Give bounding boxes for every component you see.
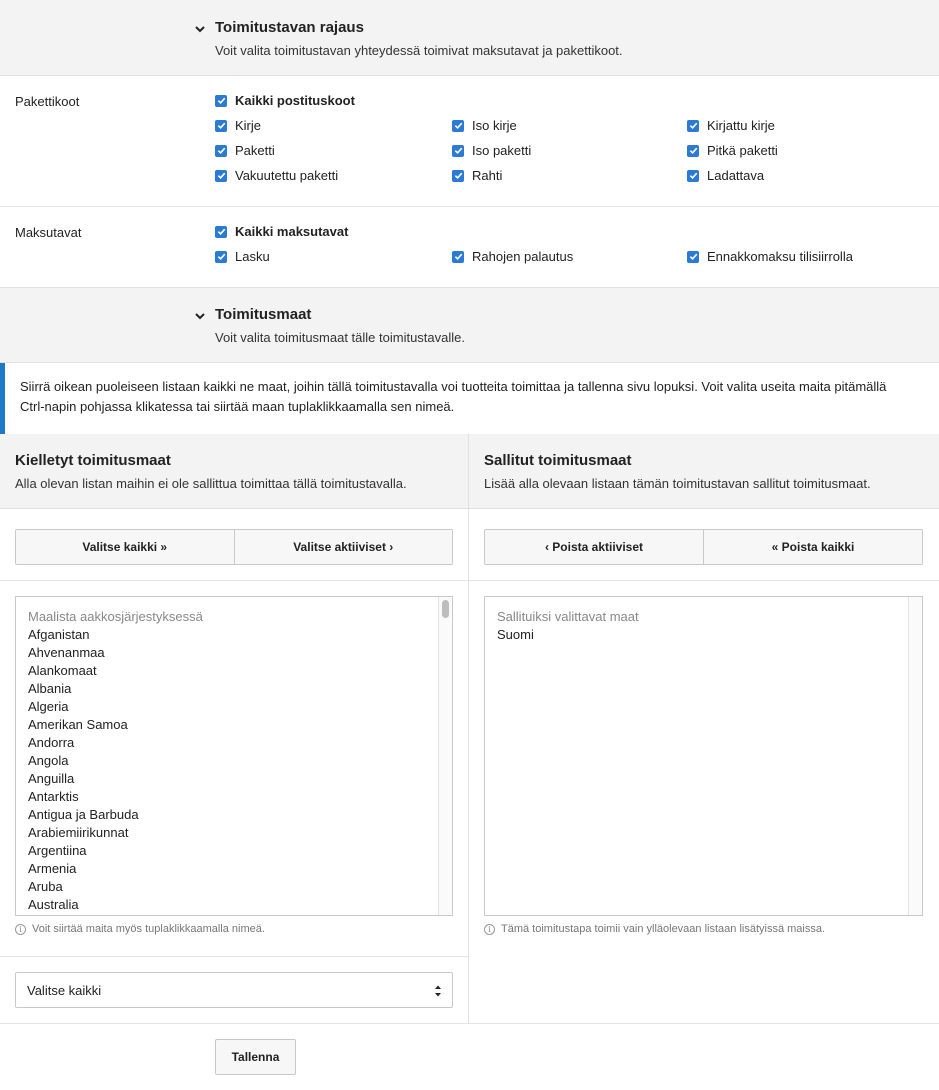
checkbox-package-size[interactable]: [452, 168, 502, 183]
checkbox-label: Kirjattu kirje: [707, 118, 775, 133]
section-title: Toimitusmaat: [215, 306, 312, 323]
checkbox-checked-icon[interactable]: [687, 170, 699, 182]
payment-methods-label: Maksutavat: [15, 225, 82, 240]
checkbox-label: Iso paketti: [472, 143, 532, 158]
checkbox-package-size[interactable]: [452, 118, 517, 133]
remove-active-button[interactable]: ‹ Poista aktiiviset: [544, 540, 644, 554]
scrollbar-thumb[interactable]: [442, 600, 449, 618]
chevron-down-icon: [194, 310, 206, 322]
list-item[interactable]: Armenia: [28, 861, 77, 876]
list-item[interactable]: Alankomaat: [28, 663, 97, 678]
checkbox-checked-icon[interactable]: [215, 120, 227, 132]
checkbox-label: Iso kirje: [472, 118, 517, 133]
list-item[interactable]: Amerikan Samoa: [28, 717, 128, 732]
checkbox-payment-method[interactable]: [215, 249, 270, 264]
checkbox-package-size[interactable]: [687, 143, 778, 158]
allowed-subtitle: Lisää alla olevaan listaan tämän toimitustavan sallitut toimitusmaat.: [484, 476, 871, 491]
checkbox-package-size[interactable]: [452, 143, 531, 158]
checkbox-label: Ennakkomaksu tilisiirrolla: [707, 249, 853, 264]
checkbox-checked-icon[interactable]: [687, 251, 699, 263]
list-item[interactable]: Albania: [28, 681, 72, 696]
list-item[interactable]: Ahvenanmaa: [28, 645, 105, 660]
checkbox-checked-icon[interactable]: [215, 145, 227, 157]
checkbox-checked-icon[interactable]: [452, 251, 464, 263]
info-text: Siirrä oikean puoleiseen listaan kaikki ne maat, joihin tällä toimitustavalla voi tuotteita toimittaa ja tallenna sivu lopuksi. Voit valita useita maita pitämällä Ctrl-napin pohjassa klikatessa tai siirtää maan tuplaklikkaamalla sen nimeä.: [20, 379, 887, 414]
checkbox-label: Rahojen palautus: [472, 249, 574, 264]
list-item[interactable]: Suomi: [497, 627, 534, 642]
package-sizes-label: Pakettikoot: [15, 94, 80, 109]
checkbox-all-package-sizes[interactable]: [215, 93, 355, 108]
scrollbar[interactable]: [908, 597, 922, 915]
list-item[interactable]: Angola: [28, 753, 69, 768]
checkbox-package-size[interactable]: [215, 168, 338, 183]
checkbox-package-size[interactable]: [687, 118, 775, 133]
list-placeholder: Sallituiksi valittavat maat: [497, 609, 639, 624]
checkbox-label: Ladattava: [707, 168, 765, 183]
denied-button-group: [15, 529, 453, 565]
hint-text: Tämä toimitustapa toimii vain ylläolevaan listaan lisätyissä maissa.: [501, 923, 826, 935]
checkbox-checked-icon[interactable]: [215, 226, 227, 238]
allowed-header: [469, 434, 939, 509]
checkbox-checked-icon[interactable]: [452, 120, 464, 132]
section-subtitle: Voit valita toimitusmaat tälle toimitustavalle.: [215, 330, 465, 345]
list-item[interactable]: Antigua ja Barbuda: [28, 807, 139, 822]
list-item[interactable]: Afganistan: [28, 627, 90, 642]
checkbox-checked-icon[interactable]: [687, 120, 699, 132]
restrictions-header[interactable]: [0, 0, 939, 76]
save-button[interactable]: Tallenna: [215, 1039, 296, 1075]
checkbox-label: Rahti: [472, 168, 503, 183]
list-item[interactable]: Arabiemiirikunnat: [28, 825, 129, 840]
checkbox-checked-icon[interactable]: [215, 170, 227, 182]
checkbox-package-size[interactable]: [215, 143, 275, 158]
info-icon: i: [15, 924, 26, 935]
section-subtitle: Voit valita toimitustavan yhteydessä toimivat maksutavat ja pakettikoot.: [215, 43, 623, 58]
checkbox-payment-method[interactable]: [687, 249, 853, 264]
checkbox-label: Paketti: [235, 143, 275, 158]
checkbox-label: Lasku: [235, 249, 270, 264]
checkbox-checked-icon[interactable]: [687, 145, 699, 157]
denied-header: [0, 434, 468, 509]
denied-subtitle: Alla olevan listan maihin ei ole sallittua toimittaa tällä toimitustavalla.: [15, 476, 407, 491]
checkbox-label: Pitkä paketti: [707, 143, 778, 158]
list-item[interactable]: Argentiina: [28, 843, 87, 858]
allowed-button-group: [484, 529, 923, 565]
allowed-countries-list[interactable]: [484, 596, 923, 916]
checkbox-payment-method[interactable]: [452, 249, 573, 264]
checkbox-checked-icon[interactable]: [452, 145, 464, 157]
remove-all-button[interactable]: « Poista kaikki: [703, 530, 922, 564]
checkbox-checked-icon[interactable]: [215, 251, 227, 263]
list-item[interactable]: Andorra: [28, 735, 75, 750]
info-notice: [0, 363, 939, 434]
checkbox-label: Kirje: [235, 118, 262, 133]
checkbox-checked-icon[interactable]: [452, 170, 464, 182]
select-arrows-icon: [434, 984, 442, 998]
select-value: Valitse kaikki: [27, 983, 102, 998]
chevron-down-icon: [194, 23, 206, 35]
checkbox-all-payment-methods[interactable]: [215, 224, 348, 239]
country-filter-select[interactable]: [15, 972, 453, 1008]
hint-text: Voit siirtää maita myös tuplaklikkaamalla nimeä.: [32, 923, 265, 935]
checkbox-label: Vakuutettu paketti: [235, 168, 339, 183]
list-item[interactable]: Algeria: [28, 699, 69, 714]
denied-title: Kielletyt toimitusmaat: [15, 452, 171, 469]
select-all-button[interactable]: Valitse kaikki »: [82, 540, 168, 554]
checkbox-label: Kaikki maksutavat: [235, 224, 349, 239]
checkbox-package-size[interactable]: [687, 168, 764, 183]
list-item[interactable]: Antarktis: [28, 789, 79, 804]
info-icon: i: [484, 924, 495, 935]
list-placeholder: Maalista aakkosjärjestyksessä: [28, 609, 203, 624]
allowed-title: Sallitut toimitusmaat: [484, 452, 632, 469]
list-item[interactable]: Australia: [28, 897, 79, 912]
scrollbar[interactable]: [438, 597, 452, 915]
checkbox-label: Kaikki postituskoot: [235, 93, 355, 108]
countries-header[interactable]: [0, 287, 939, 363]
denied-hint: [15, 923, 265, 935]
section-title: Toimitustavan rajaus: [215, 19, 364, 36]
select-active-button[interactable]: Valitse aktiiviset ›: [234, 530, 453, 564]
checkbox-package-size[interactable]: [215, 118, 261, 133]
denied-countries-list[interactable]: [15, 596, 453, 916]
list-item[interactable]: Anguilla: [28, 771, 75, 786]
allowed-hint: [484, 923, 825, 935]
list-item[interactable]: Aruba: [28, 879, 63, 894]
checkbox-checked-icon[interactable]: [215, 95, 227, 107]
